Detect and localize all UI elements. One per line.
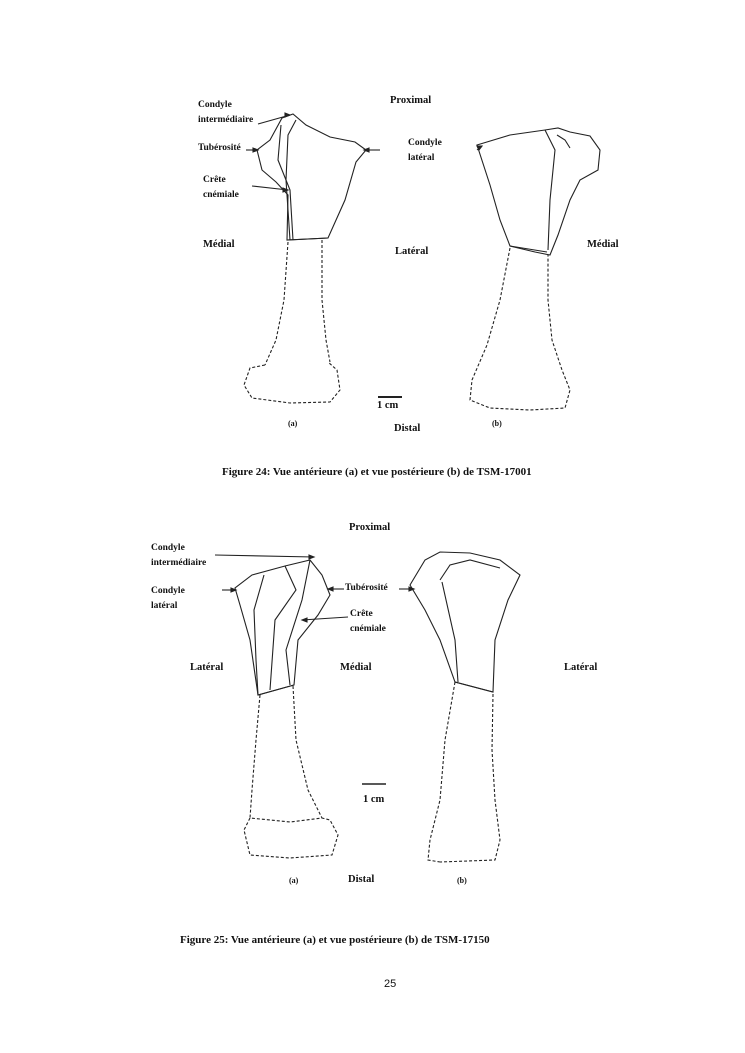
fig24-crete-line1: Crête xyxy=(203,175,226,185)
fig24-crete-line2: cnémiale xyxy=(203,189,239,200)
fig25-condyle-intermediaire-line2: intermédiaire xyxy=(151,557,207,568)
fig24-condyle-lateral-line1: Condyle xyxy=(408,138,442,148)
fig24-condyle-intermediaire-label xyxy=(198,98,253,127)
fig25-crete-line1: Crête xyxy=(350,609,373,619)
fig25-lateral-right-label: Latéral xyxy=(564,662,598,673)
fig24-distal-label: Distal xyxy=(394,423,421,434)
fig24-proximal-label: Proximal xyxy=(390,95,432,106)
fig24-scale-label: 1 cm xyxy=(377,400,399,411)
fig24-bone-a xyxy=(244,114,366,403)
fig24-condyle-intermediaire-line1: Condyle xyxy=(198,100,232,110)
fig24-label-b: (b) xyxy=(492,419,502,428)
fig25-caption: Figure 25: Vue antérieure (a) et vue postérieure (b) de TSM-17150 xyxy=(180,934,490,946)
fig25-proximal-label: Proximal xyxy=(349,522,391,533)
fig25-condyle-intermediaire-line1: Condyle xyxy=(151,543,185,553)
fig25-medial-label: Médial xyxy=(340,662,372,673)
fig24-bone-b xyxy=(470,128,600,410)
fig25-condyle-lateral-label xyxy=(151,584,185,613)
fig25-scale-label: 1 cm xyxy=(363,794,385,805)
fig25-lateral-left-label: Latéral xyxy=(190,662,224,673)
fig25-distal-label: Distal xyxy=(348,874,375,885)
fig24-caption: Figure 24: Vue antérieure (a) et vue postérieure (b) de TSM-17001 xyxy=(222,466,532,478)
fig25-label-a: (a) xyxy=(289,876,299,885)
fig25-condyle-intermediaire-label xyxy=(151,541,206,570)
fig25-bone-a xyxy=(235,560,338,858)
fig24-condyle-lateral-label xyxy=(408,136,442,165)
fig24-condyle-intermediaire-line2: intermédiaire xyxy=(198,114,254,125)
fig24-label-a: (a) xyxy=(288,419,298,428)
page-number: 25 xyxy=(384,978,397,990)
fig25-crete-cnemiale-label xyxy=(350,607,386,636)
fig25-tuberosite-label: Tubérosité xyxy=(345,583,388,593)
fig25-label-b: (b) xyxy=(457,876,467,885)
fig24-condyle-lateral-line2: latéral xyxy=(408,152,435,163)
fig24-lateral-label: Latéral xyxy=(395,246,429,257)
fig24-crete-cnemiale-label xyxy=(203,173,239,202)
fig25-crete-line2: cnémiale xyxy=(350,623,386,634)
fig24-tuberosite-label: Tubérosité xyxy=(198,143,241,153)
fig25-condyle-lateral-line2: latéral xyxy=(151,600,178,611)
fig25-condyle-lateral-line1: Condyle xyxy=(151,586,185,596)
fig24-medial-right-label: Médial xyxy=(587,239,619,250)
fig24-medial-left-label: Médial xyxy=(203,239,235,250)
fig25-bone-b xyxy=(410,552,520,862)
